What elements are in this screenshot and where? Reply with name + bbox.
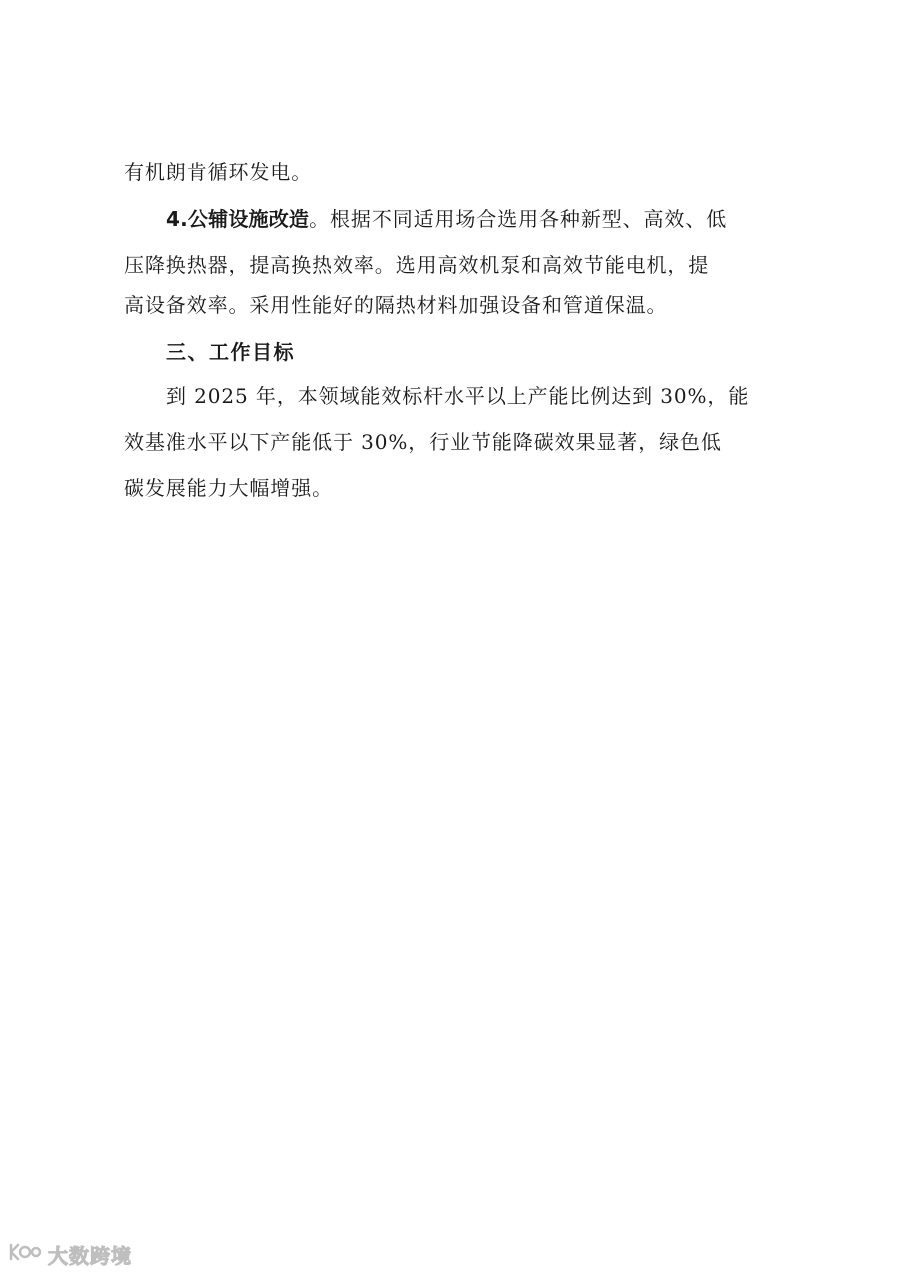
- item4-body-line2: 压降换热器，提高换热效率。选用高效机泵和高效节能电机，提: [124, 253, 710, 277]
- section3-heading: 三、工作目标: [166, 340, 295, 364]
- continuation-line: 有机朗肯循环发电。: [124, 160, 313, 184]
- watermark-logo-icon: [8, 1241, 42, 1267]
- item4-heading: 4.公辅设施改造: [166, 207, 310, 231]
- section3-para-line2: 效基准水平以下产能低于 30%，行业节能降碳效果显著，绿色低: [124, 430, 722, 454]
- section3-para-line1: 到 2025 年，本领域能效标杆水平以上产能比例达到 30%，能: [166, 384, 750, 408]
- watermark: [8, 1240, 132, 1268]
- item4-body-line3: 高设备效率。采用性能好的隔热材料加强设备和管道保温。: [124, 293, 668, 317]
- section3-para-line3: 碳发展能力大幅增强。: [124, 476, 333, 500]
- item4-line1: [166, 205, 727, 233]
- item4-body-line1: 。根据不同适用场合选用各种新型、高效、低: [309, 207, 728, 231]
- watermark-text: 大数跨境: [48, 1243, 132, 1268]
